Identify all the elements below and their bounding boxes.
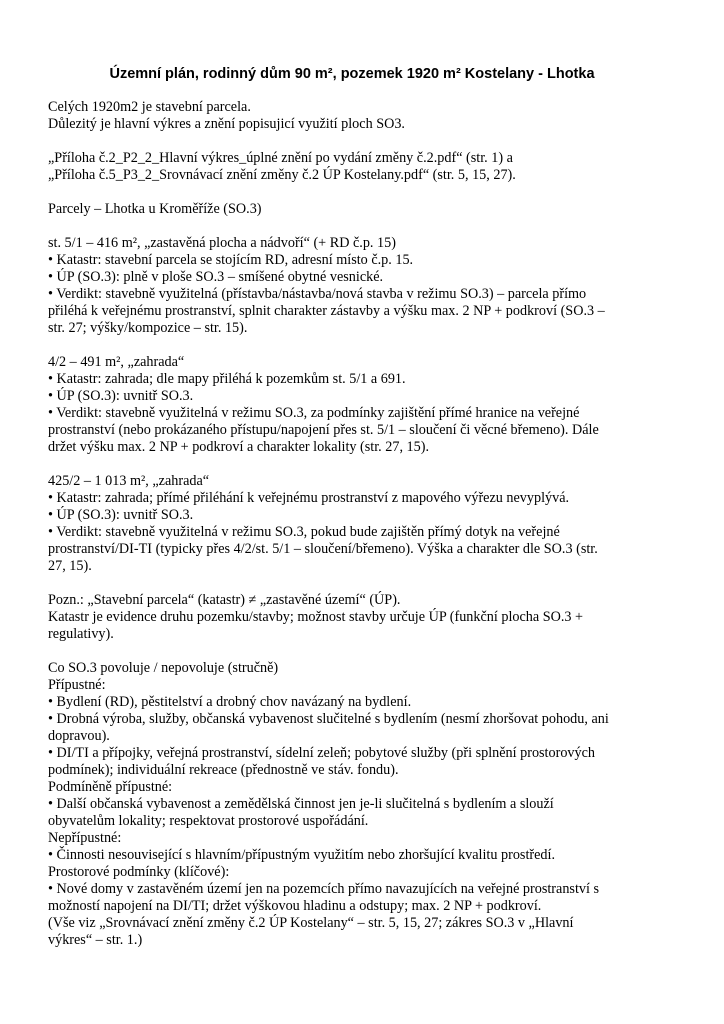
text-line: 27, 15). <box>48 558 92 574</box>
text-line: • Verdikt: stavebně využitelná v režimu SO.3, pokud bude zajištěn přímý dotyk na veřejné <box>48 524 560 540</box>
text-line: st. 5/1 – 416 m², „zastavěná plocha a nádvoří“ (+ RD č.p. 15) <box>48 235 396 251</box>
text-line: • ÚP (SO.3): plně v ploše SO.3 – smíšené obytné vesnické. <box>48 269 384 285</box>
text-line: Celých 1920m2 je stavební parcela. <box>48 99 251 115</box>
text-line: „Příloha č.5_P3_2_Srovnávací znění změny č.2 ÚP Kostelany.pdf“ (str. 5, 15, 27). <box>48 167 516 183</box>
parcels-heading <box>48 201 676 218</box>
paragraph-note <box>48 592 676 643</box>
text-line: přiléhá k veřejnému prostranství, splnit charakter zástavby a výšku max. 2 NP + podkroví (SO.3 – <box>48 303 605 319</box>
text-line: • Katastr: zahrada; přímé přiléhání k veřejnému prostranství z mapového výřezu nevyplývá. <box>48 490 570 506</box>
text-line: „Příloha č.2_P2_2_Hlavní výkres_úplné znění po vydání změny č.2.pdf“ (str. 1) a <box>48 150 513 166</box>
document-title: Územní plán, rodinný dům 90 m², pozemek 1920 m² Kostelany - Lhotka <box>109 66 595 82</box>
text-line: • Další občanská vybavenost a zemědělská činnost jen je-li slučitelná s bydlením a slouží <box>48 796 554 812</box>
text-line: Přípustné: <box>48 677 106 693</box>
text-line: • Verdikt: stavebně využitelná (přístavba/nástavba/nová stavba v režimu SO.3) – parcela přímo <box>48 286 587 302</box>
text-line: • Katastr: stavební parcela se stojícím RD, adresní místo č.p. 15. <box>48 252 414 268</box>
text-line: (Vše viz „Srovnávací znění změny č.2 ÚP Kostelany“ – str. 5, 15, 27; zákres SO.3 v „Hlavní <box>48 915 574 931</box>
text-line: • Činnosti nesouvisející s hlavním/přípustným využitím nebo zhoršující kvalitu prostředí. <box>48 847 555 863</box>
text-line: regulativy). <box>48 626 114 642</box>
paragraph-parcel-4-2 <box>48 354 676 456</box>
paragraph-so3-rules <box>48 660 676 949</box>
text-line: výkres“ – str. 1.) <box>48 932 143 948</box>
text-line: prostranství/DI-TI (typicky přes 4/2/st. 5/1 – sloučení/břemeno). Výška a charakter dle SO.3 (str. <box>48 541 598 557</box>
text-line: • Verdikt: stavebně využitelná v režimu SO.3, za podmínky zajištění přímé hranice na veřejné <box>48 405 580 421</box>
text-line: Co SO.3 povoluje / nepovoluje (stručně) <box>48 660 279 676</box>
text-line: Pozn.: „Stavební parcela“ (katastr) ≠ „zastavěné území“ (ÚP). <box>48 592 401 608</box>
text-line: • Drobná výroba, služby, občanská vybavenost slučitelné s bydlením (nesmí zhoršovat pohodu, ani <box>48 711 609 727</box>
text-line: • Bydlení (RD), pěstitelství a drobný chov navázaný na bydlení. <box>48 694 412 710</box>
text-line: Podmíněně přípustné: <box>48 779 173 795</box>
text-line: • Katastr: zahrada; dle mapy přiléhá k pozemkům st. 5/1 a 691. <box>48 371 406 387</box>
text-line: podmínek); individuální rekreace (přednostně ve stáv. fondu). <box>48 762 399 778</box>
text-line: Nepřípustné: <box>48 830 122 846</box>
text-line: Katastr je evidence druhu pozemku/stavby; možnost stavby určuje ÚP (funkční plocha SO.3 + <box>48 609 584 625</box>
text-line: Důlezitý je hlavní výkres a znění popisujicí využití ploch SO3. <box>48 116 405 132</box>
text-line: obyvatelům lokality; respektovat prostorové uspořádání. <box>48 813 369 829</box>
text-line: • Nové domy v zastavěném území jen na pozemcích přímo navazujících na veřejné prostranství s <box>48 881 599 897</box>
paragraph-parcel-st-5-1 <box>48 235 676 337</box>
paragraph-attachments <box>48 150 676 184</box>
text-line: • ÚP (SO.3): uvnitř SO.3. <box>48 388 194 404</box>
text-line: Prostorové podmínky (klíčové): <box>48 864 230 880</box>
text-line: Parcely – Lhotka u Kroměříže (SO.3) <box>48 201 262 217</box>
paragraph-parcel-425-2 <box>48 473 676 575</box>
text-line: str. 27; výšky/kompozice – str. 15). <box>48 320 248 336</box>
text-line: 425/2 – 1 013 m², „zahrada“ <box>48 473 210 489</box>
text-line: 4/2 – 491 m², „zahrada“ <box>48 354 185 370</box>
text-line: možností napojení na DI/TI; držet výškovou hladinu a odstupy; max. 2 NP + podkroví. <box>48 898 542 914</box>
text-line: prostranství (nebo prokázaného přístupu/napojení přes st. 5/1 – sloučení či věcné břemeno). Dále <box>48 422 599 438</box>
text-line: • ÚP (SO.3): uvnitř SO.3. <box>48 507 194 523</box>
paragraph-intro <box>48 99 676 133</box>
text-line: dopravou). <box>48 728 110 744</box>
text-line: • DI/TI a přípojky, veřejná prostranství, sídelní zeleň; pobytové služby (při splnění prostorových <box>48 745 595 761</box>
text-line: držet výšku max. 2 NP + podkroví a charakter lokality (str. 27, 15). <box>48 439 429 455</box>
